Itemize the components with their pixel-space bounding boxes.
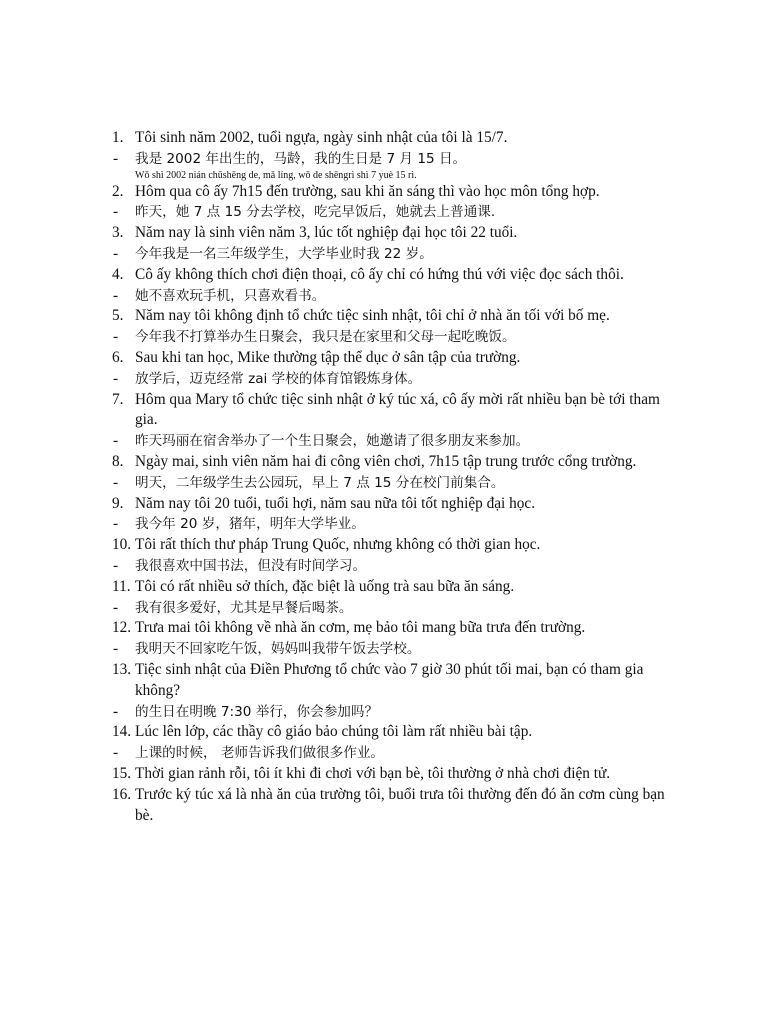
vietnamese-line [112,223,684,244]
chinese-line [112,639,684,660]
vietnamese-text: Tiệc sinh nhật của Điền Phương tổ chức vào 7 giờ 30 phút tối mai, bạn có tham gia không? [135,660,644,699]
vietnamese-line [112,764,684,785]
item-number: 9. [112,494,124,512]
vietnamese-line [112,390,684,432]
sentence-6 [112,348,684,390]
sentence-10 [112,535,684,577]
sentence-16 [112,785,684,827]
sentence-13 [112,660,684,722]
vietnamese-line [112,660,684,702]
sentence-5 [112,306,684,348]
vietnamese-line [112,535,684,556]
chinese-line [112,743,684,764]
document-page [112,128,684,826]
dash-marker: - [113,369,119,387]
vietnamese-line [112,618,684,639]
sentence-2 [112,182,684,224]
dash-marker: - [113,286,119,304]
sentence-4 [112,265,684,307]
chinese-text: 明天，二年级学生去公园玩，早上 7 点 15 分在校门前集合。 [135,474,505,491]
chinese-text: 她不喜欢玩手机，只喜欢看书。 [135,287,326,304]
dash-marker: - [113,702,119,720]
pinyin-text: Wǒ shì 2002 nián chūshēng de, mǎ líng, wǒ de shēngrì shì 7 yuè 15 rì. [135,169,417,181]
chinese-text: 放学后，迈克经常 zai 学校的体育馆锻炼身体。 [135,370,422,387]
vietnamese-line [112,452,684,473]
sentence-9 [112,494,684,536]
dash-marker: - [113,328,119,346]
chinese-line [112,327,684,348]
item-number: 5. [112,307,124,325]
dash-marker: - [113,556,119,574]
chinese-text: 昨天玛丽在宿舍举办了一个生日聚会，她邀请了很多朋友来参加。 [135,433,530,450]
chinese-line [112,431,684,452]
chinese-text: 我是 2002 年出生的，马龄，我的生日是 7 月 15 日。 [135,150,467,167]
item-number: 4. [112,265,124,283]
chinese-text: 上课的时候， 老师告诉我们做很多作业。 [135,745,385,762]
sentence-7 [112,390,684,452]
sentence-3 [112,223,684,265]
vietnamese-text: Hôm qua Mary tổ chức tiệc sinh nhật ở ký túc xá, cô ấy mời rất nhiều bạn bè tới tham gia. [135,390,660,429]
vietnamese-text: Tôi rất thích thư pháp Trung Quốc, nhưng không có thời gian học. [135,536,541,554]
vietnamese-line [112,265,684,286]
vietnamese-text: Trước ký túc xá là nhà ăn của trường tôi, buổi trưa tôi thường đến đó ăn cơm cùng bạn bè. [135,785,665,824]
dash-marker: - [113,744,119,762]
item-number: 2. [112,182,124,200]
vietnamese-text: Tôi sinh năm 2002, tuổi ngựa, ngày sinh nhật của tôi là 15/7. [135,129,508,146]
sentence-8 [112,452,684,494]
vietnamese-line [112,306,684,327]
dash-marker: - [113,244,119,262]
item-number: 14. [112,723,132,741]
chinese-text: 我今年 20 岁，猪年，明年大学毕业。 [135,516,365,533]
sentence-14 [112,722,684,764]
vietnamese-text: Cô ấy không thích chơi điện thoại, cô ấy chỉ có hứng thú với việc đọc sách thôi. [135,265,624,283]
chinese-line [112,202,684,223]
sentence-1 [112,128,684,181]
chinese-text: 今年我是一名三年级学生，大学毕业时我 22 岁。 [135,245,433,262]
vietnamese-line [112,722,684,743]
item-number: 1. [112,129,124,146]
vietnamese-text: Sau khi tan học, Mike thường tập thể dục ở sân tập của trường. [135,348,521,366]
vietnamese-text: Trưa mai tôi không về nhà ăn cơm, mẹ bảo tôi mang bữa trưa đến trường. [135,619,586,637]
item-number: 8. [112,452,124,470]
vietnamese-line [112,128,684,149]
chinese-text: 今年我不打算举办生日聚会，我只是在家里和父母一起吃晚饭。 [135,329,516,346]
sentence-12 [112,618,684,660]
dash-marker: - [113,640,119,658]
vietnamese-text: Hôm qua cô ấy 7h15 đến trường, sau khi ăn sáng thì vào học môn tổng hợp. [135,182,600,200]
item-number: 3. [112,224,124,242]
vietnamese-line [112,182,684,203]
dash-marker: - [113,598,119,616]
vietnamese-text: Năm nay tôi không định tổ chức tiệc sinh nhật, tôi chỉ ở nhà ăn tối với bố mẹ. [135,307,610,325]
chinese-text: 我明天不回家吃午饭，妈妈叫我带午饭去学校。 [135,641,421,658]
vietnamese-line [112,348,684,369]
item-number: 6. [112,348,124,366]
vietnamese-text: Lúc lên lớp, các thầy cô giáo bảo chúng tôi làm rất nhiều bài tập. [135,723,533,741]
vietnamese-text: Năm nay tôi 20 tuổi, tuổi hợi, năm sau nữa tôi tốt nghiệp đại học. [135,494,536,512]
item-number: 10. [112,536,132,554]
chinese-line [112,473,684,494]
chinese-line [112,286,684,307]
chinese-text: 昨天，她 7 点 15 分去学校，吃完早饭后，她就去上普通课. [135,204,496,221]
vietnamese-line [112,577,684,598]
chinese-line [112,244,684,265]
dash-marker: - [113,515,119,533]
dash-marker: - [113,203,119,221]
vietnamese-line [112,494,684,515]
item-number: 12. [112,619,132,637]
item-number: 13. [112,660,132,678]
dash-marker: - [113,473,119,491]
chinese-line [112,702,684,723]
sentence-11 [112,577,684,619]
chinese-text: 的生日在明晚 7:30 举行，你会参加吗？ [135,703,379,720]
vietnamese-text: Thời gian rảnh rỗi, tôi ít khi đi chơi với bạn bè, tôi thường ở nhà chơi điện tử. [135,764,611,782]
chinese-text: 我有很多爱好，尤其是早餐后喝茶。 [135,599,353,616]
chinese-line [112,598,684,619]
chinese-line [112,369,684,390]
vietnamese-text: Ngày mai, sinh viên năm hai đi công viên chơi, 7h15 tập trung trước cổng trường. [135,452,637,470]
vietnamese-text: Năm nay là sinh viên năm 3, lúc tốt nghiệp đại học tôi 22 tuổi. [135,224,518,242]
chinese-line [112,149,684,170]
dash-marker: - [113,432,119,450]
item-number: 16. [112,785,132,803]
vietnamese-text: Tôi có rất nhiều sở thích, đặc biệt là uống trà sau bữa ăn sáng. [135,577,515,595]
chinese-text: 我很喜欢中国书法，但没有时间学习。 [135,557,367,574]
vietnamese-line [112,785,684,827]
sentence-15 [112,764,684,785]
item-number: 7. [112,390,124,408]
item-number: 11. [112,577,131,595]
chinese-line [112,556,684,577]
chinese-line [112,514,684,535]
item-number: 15. [112,764,132,782]
dash-marker: - [113,149,119,167]
